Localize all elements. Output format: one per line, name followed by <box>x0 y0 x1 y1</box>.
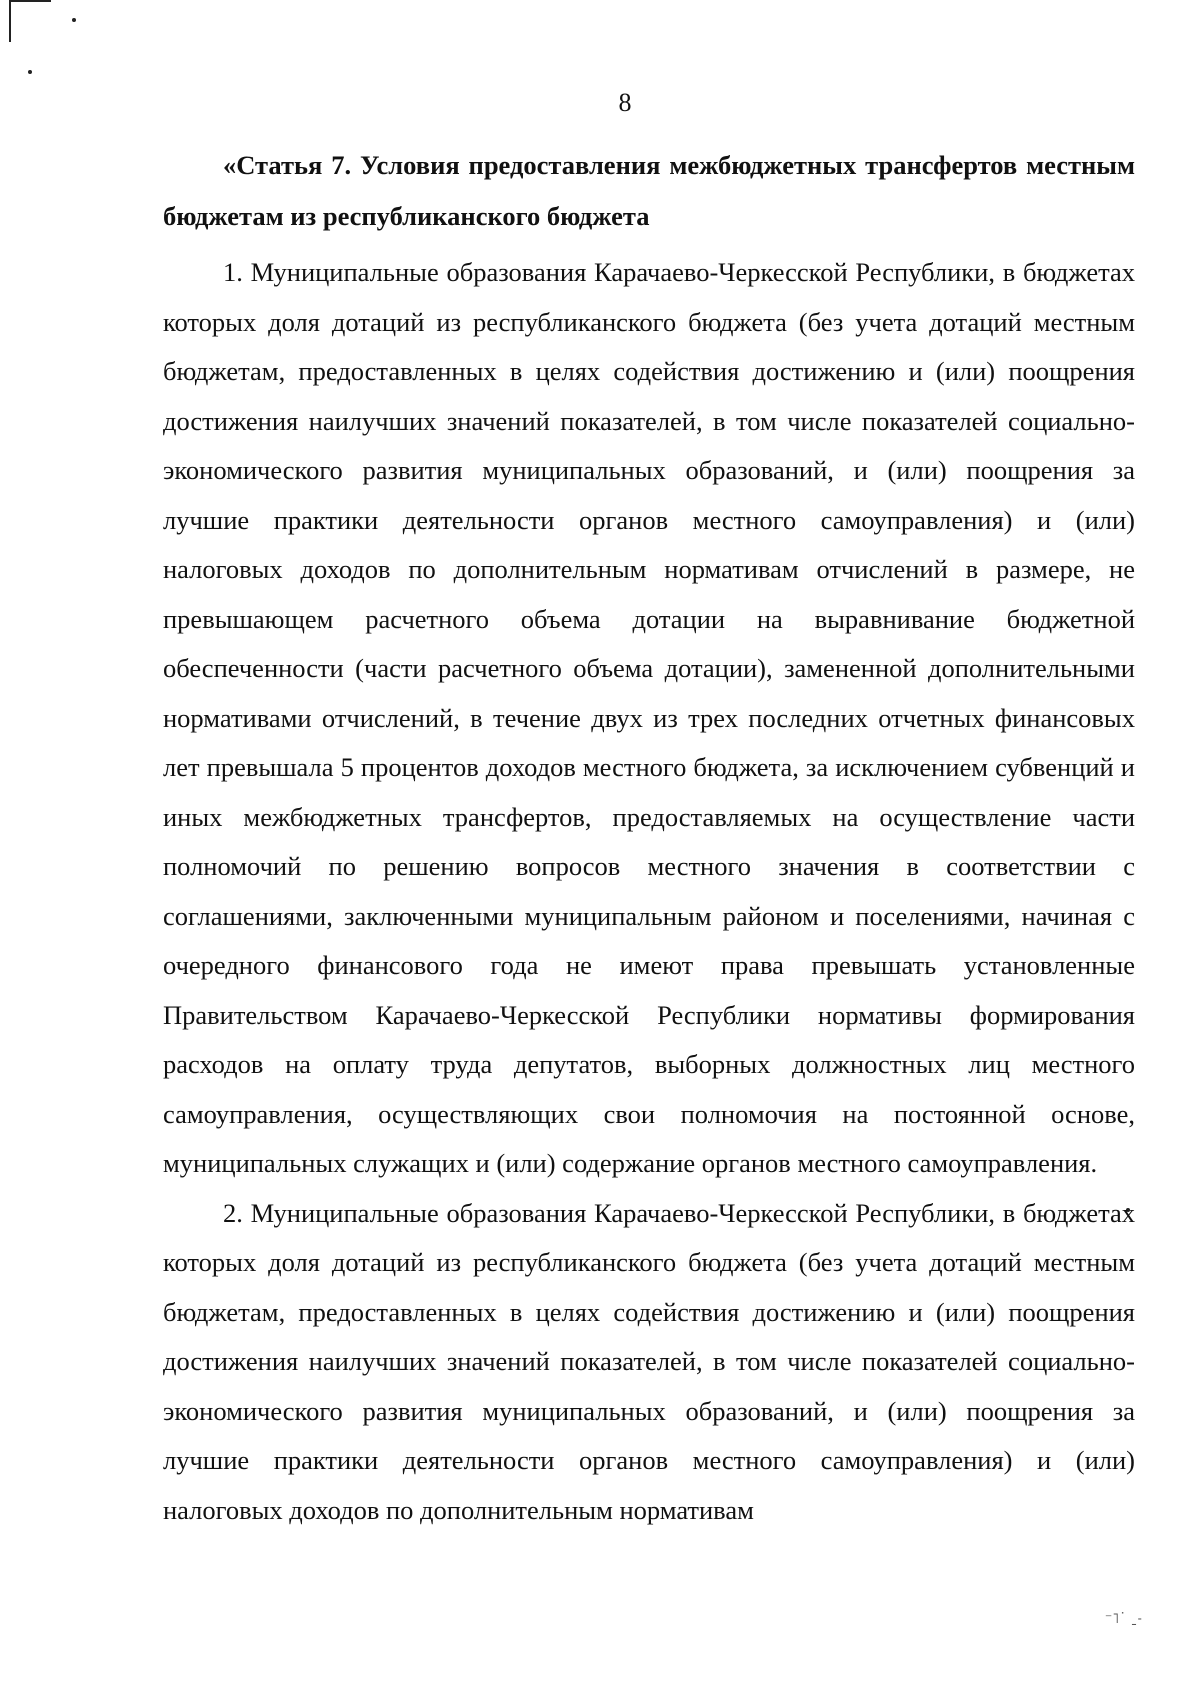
document-body <box>163 140 1135 1535</box>
scan-scribble: ⁻˥˙ ˍ˗ <box>1104 1611 1142 1627</box>
page-number: 8 <box>618 88 632 117</box>
paragraph-1: 1. Муниципальные образования Карачаево-Черкесской Республики, в бюджетах которых доля дотаций из республиканского бюджета (без учета дотаций местным бюджетам, предоставленных в целях содействия достижению и (или) поощрения достижения наилучших значений показателей, в том числе показателей социально-экономического развития муниципальных образований, и (или) поощрения за лучшие практики деятельности органов местного самоуправления) и (или) налоговых доходов по дополнительным нормативам отчислений в размере, не превышающем расчетного объема дотации на выравнивание бюджетной обеспеченности (части расчетного объема дотации), замененной дополнительными нормативами отчислений, в течение двух из трех последних отчетных финансовых лет превышала 5 процентов доходов местного бюджета, за исключением субвенций и иных межбюджетных трансфертов, предоставляемых на осуществление части полномочий по решению вопросов местного значения в соответствии с соглашениями, заключенными муниципальным районом и поселениями, начиная с очередного финансового года не имеют права превышать установленные Правительством Карачаево-Черкесской Республики нормативы формирования расходов на оплату труда депутатов, выборных должностных лиц местного самоуправления, осуществляющих свои полномочия на постоянной основе, муниципальных служащих и (или) содержание органов местного самоуправления. <box>163 257 1135 1178</box>
article-heading: «Статья 7. Условия предоставления межбюджетных трансфертов местным бюджетам из республиканского бюджета <box>163 150 1135 231</box>
scan-speck <box>28 70 32 74</box>
scan-corner-mark <box>9 0 51 2</box>
scan-corner-mark <box>9 0 11 42</box>
paragraph-2: 2. Муниципальные образования Карачаево-Черкесской Республики, в бюджетах которых доля дотаций из республиканского бюджета (без учета дотаций местным бюджетам, предоставленных в целях содействия достижению и (или) поощрения достижения наилучших значений показателей, в том числе показателей социально-экономического развития муниципальных образований, и (или) поощрения за лучшие практики деятельности органов местного самоуправления) и (или) налоговых доходов по дополнительным нормативам <box>163 1197 1135 1525</box>
scan-speck <box>72 18 76 22</box>
